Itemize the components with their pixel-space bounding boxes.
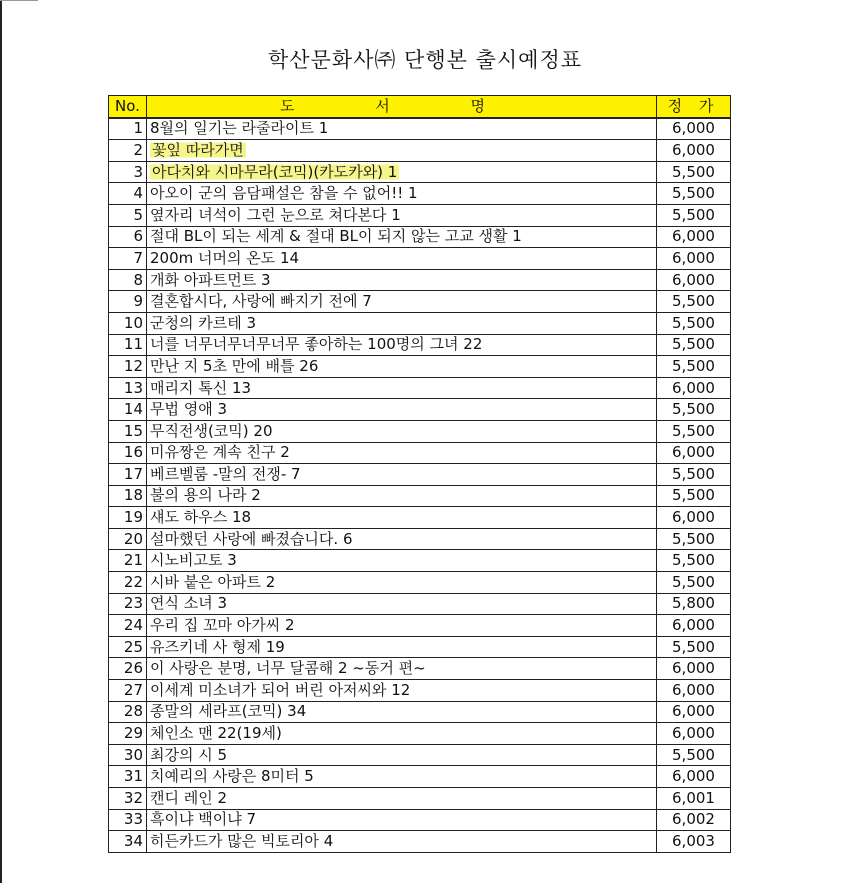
book-title: 설마했던 사랑에 빠졌습니다. 6 (150, 529, 353, 548)
table-row (109, 528, 731, 550)
price-cell: 5,800 (657, 593, 731, 615)
book-title: 미유짱은 계속 친구 2 (150, 443, 290, 462)
book-title-cell (147, 550, 657, 572)
book-title-highlighted: 아다치와 시마무라(코믹)(카도카와) 1 (152, 162, 398, 181)
book-title-cell (147, 248, 657, 270)
book-title-cell (147, 161, 657, 183)
row-number: 29 (109, 723, 147, 745)
table-row (109, 766, 731, 788)
table-row (109, 377, 731, 399)
row-number: 2 (109, 140, 147, 162)
table-row (109, 572, 731, 594)
table-row (109, 420, 731, 442)
price-cell: 6,002 (657, 809, 731, 831)
book-title-cell (147, 766, 657, 788)
book-title: 절대 BL이 되는 세계 & 절대 BL이 되지 않는 고교 생활 1 (150, 227, 522, 246)
book-title: 만난 지 5초 만에 배틀 26 (150, 356, 319, 375)
row-number: 3 (109, 161, 147, 183)
price-cell: 5,500 (657, 636, 731, 658)
book-title-cell (147, 356, 657, 378)
book-title-cell (147, 312, 657, 334)
page-left-edge (0, 0, 2, 883)
table-row (109, 140, 731, 162)
table-row (109, 312, 731, 334)
book-title-cell (147, 204, 657, 226)
book-title-cell (147, 485, 657, 507)
row-number: 22 (109, 572, 147, 594)
row-number: 30 (109, 744, 147, 766)
header-title: 도 서 명 (147, 96, 657, 118)
row-number: 15 (109, 420, 147, 442)
book-title: 이 사랑은 분명, 너무 달콤해 2 ~동거 편~ (150, 659, 426, 678)
book-title: 체인소 맨 22(19세) (150, 724, 282, 743)
row-number: 12 (109, 356, 147, 378)
table-row (109, 464, 731, 486)
row-number: 13 (109, 377, 147, 399)
row-number: 19 (109, 507, 147, 529)
table-row (109, 356, 731, 378)
book-title: 캔디 레인 2 (150, 788, 228, 807)
price-cell: 6,000 (657, 140, 731, 162)
price-cell: 5,500 (657, 464, 731, 486)
price-cell: 6,000 (657, 226, 731, 248)
price-cell: 5,500 (657, 204, 731, 226)
row-number: 18 (109, 485, 147, 507)
table-row (109, 788, 731, 810)
book-title: 유즈키네 사 형제 19 (150, 637, 285, 656)
price-cell: 5,500 (657, 485, 731, 507)
book-title: 히든카드가 많은 빅토리아 4 (150, 831, 334, 850)
book-title: 아오이 군의 음담패설은 참을 수 없어!! 1 (150, 184, 418, 203)
table-row (109, 701, 731, 723)
header-price: 정 가 (657, 96, 731, 118)
table-row (109, 118, 731, 140)
book-title: 섀도 하우스 18 (150, 508, 252, 527)
price-cell: 6,000 (657, 442, 731, 464)
book-title: 군청의 카르테 3 (150, 313, 257, 332)
book-title: 결혼합시다, 사랑에 빠지기 전에 7 (150, 292, 372, 311)
table-row (109, 161, 731, 183)
price-cell: 5,500 (657, 356, 731, 378)
book-title: 우리 집 꼬마 아가씨 2 (150, 616, 295, 635)
book-title: 치예리의 사랑은 8미터 5 (150, 767, 314, 786)
book-title: 시바 붙은 아파트 2 (150, 572, 276, 591)
price-cell: 6,000 (657, 658, 731, 680)
price-cell: 6,000 (657, 377, 731, 399)
price-cell: 5,500 (657, 399, 731, 421)
book-title-cell (147, 442, 657, 464)
price-cell: 6,000 (657, 680, 731, 702)
book-title-cell (147, 291, 657, 313)
row-number: 31 (109, 766, 147, 788)
price-cell: 6,000 (657, 615, 731, 637)
table-row (109, 399, 731, 421)
book-title: 이세계 미소녀가 되어 버린 아저씨와 12 (150, 680, 411, 699)
price-cell: 5,500 (657, 420, 731, 442)
book-title: 흑이냐 백이냐 7 (150, 810, 257, 829)
book-title: 너를 너무너무너무너무 좋아하는 100명의 그녀 22 (150, 335, 483, 354)
row-number: 5 (109, 204, 147, 226)
table-row (109, 485, 731, 507)
row-number: 24 (109, 615, 147, 637)
row-number: 27 (109, 680, 147, 702)
table-row (109, 442, 731, 464)
page-top-edge (0, 0, 38, 1)
table-row (109, 723, 731, 745)
book-title-cell (147, 788, 657, 810)
price-cell: 6,000 (657, 766, 731, 788)
table-row (109, 658, 731, 680)
release-schedule-table (108, 95, 731, 853)
book-title-cell (147, 334, 657, 356)
book-title: 옆자리 녀석이 그런 눈으로 쳐다본다 1 (150, 205, 401, 224)
book-title-cell (147, 593, 657, 615)
book-title-cell (147, 507, 657, 529)
book-title-cell (147, 118, 657, 140)
row-number: 10 (109, 312, 147, 334)
table-row (109, 615, 731, 637)
table-row (109, 831, 731, 853)
table-row (109, 248, 731, 270)
book-title-cell (147, 377, 657, 399)
price-cell: 6,003 (657, 831, 731, 853)
book-title: 개화 아파트먼트 3 (150, 270, 271, 289)
table-row (109, 291, 731, 313)
table-row (109, 183, 731, 205)
price-cell: 5,500 (657, 550, 731, 572)
row-number: 16 (109, 442, 147, 464)
book-title: 200m 너머의 온도 14 (150, 248, 300, 267)
price-cell: 6,000 (657, 507, 731, 529)
row-number: 21 (109, 550, 147, 572)
book-title-cell (147, 831, 657, 853)
row-number: 25 (109, 636, 147, 658)
book-title-cell (147, 183, 657, 205)
row-number: 4 (109, 183, 147, 205)
price-cell: 5,500 (657, 744, 731, 766)
book-title: 무법 영애 3 (150, 400, 228, 419)
price-cell: 6,000 (657, 701, 731, 723)
book-title: 최강의 시 5 (150, 745, 228, 764)
table-row (109, 507, 731, 529)
table-header-row (109, 96, 731, 118)
book-title: 시노비고토 3 (150, 551, 237, 570)
book-title-cell (147, 680, 657, 702)
row-number: 9 (109, 291, 147, 313)
book-title-cell (147, 723, 657, 745)
price-cell: 5,500 (657, 528, 731, 550)
table-row (109, 680, 731, 702)
table-row (109, 204, 731, 226)
book-title-cell (147, 809, 657, 831)
price-cell: 6,000 (657, 248, 731, 270)
book-title-cell (147, 528, 657, 550)
book-title-cell (147, 226, 657, 248)
row-number: 33 (109, 809, 147, 831)
row-number: 1 (109, 118, 147, 140)
row-number: 14 (109, 399, 147, 421)
table-row (109, 550, 731, 572)
book-title: 매리지 톡신 13 (150, 378, 252, 397)
price-cell: 5,500 (657, 312, 731, 334)
row-number: 7 (109, 248, 147, 270)
price-cell: 5,500 (657, 572, 731, 594)
book-title-cell (147, 572, 657, 594)
table-row (109, 593, 731, 615)
book-title-cell (147, 399, 657, 421)
row-number: 28 (109, 701, 147, 723)
price-cell: 6,000 (657, 723, 731, 745)
price-cell: 5,500 (657, 334, 731, 356)
price-cell: 6,001 (657, 788, 731, 810)
row-number: 23 (109, 593, 147, 615)
price-cell: 6,000 (657, 269, 731, 291)
price-cell: 5,500 (657, 161, 731, 183)
book-title: 불의 용의 나라 2 (150, 486, 261, 505)
row-number: 6 (109, 226, 147, 248)
book-title-cell (147, 464, 657, 486)
row-number: 8 (109, 269, 147, 291)
row-number: 34 (109, 831, 147, 853)
table-row (109, 744, 731, 766)
row-number: 32 (109, 788, 147, 810)
row-number: 11 (109, 334, 147, 356)
book-title-cell (147, 636, 657, 658)
table-row (109, 226, 731, 248)
book-title: 8월의 일기는 라줄라이트 1 (150, 119, 329, 138)
price-cell: 5,500 (657, 291, 731, 313)
row-number: 26 (109, 658, 147, 680)
price-cell: 5,500 (657, 183, 731, 205)
book-title-cell (147, 615, 657, 637)
book-title: 종말의 세라프(코믹) 34 (150, 702, 307, 721)
book-title-cell (147, 701, 657, 723)
row-number: 20 (109, 528, 147, 550)
book-title: 베르벨룸 -말의 전쟁- 7 (150, 464, 301, 483)
book-title-cell (147, 420, 657, 442)
book-title-highlighted: 꽃잎 따라가면 (152, 140, 244, 159)
document-title: 학산문화사㈜ 단행본 출시예정표 (267, 48, 583, 72)
book-title: 무직전생(코믹) 20 (150, 421, 273, 440)
book-title-cell (147, 744, 657, 766)
table-row (109, 636, 731, 658)
book-title-cell (147, 269, 657, 291)
price-cell: 6,000 (657, 118, 731, 140)
table-row (109, 334, 731, 356)
book-title-cell (147, 658, 657, 680)
table-row (109, 269, 731, 291)
table-row (109, 809, 731, 831)
book-title-cell (147, 140, 657, 162)
book-title: 연식 소녀 3 (150, 594, 228, 613)
header-no: No. (109, 96, 147, 118)
row-number: 17 (109, 464, 147, 486)
